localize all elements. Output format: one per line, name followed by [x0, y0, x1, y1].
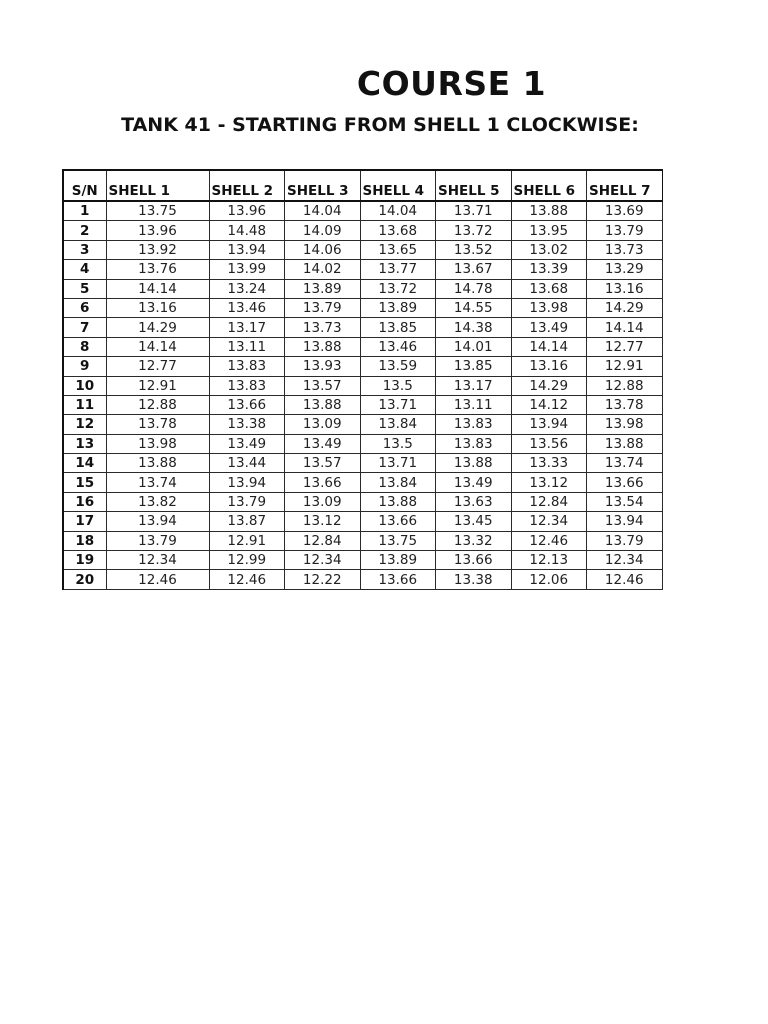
- table-row: [63, 376, 662, 395]
- shell-7-reading: 13.78: [587, 395, 663, 414]
- row-serial-number: 11: [63, 395, 106, 414]
- shell-2-reading: 13.79: [209, 492, 285, 511]
- column-header-shell-5: SHELL 5: [436, 170, 512, 201]
- shell-3-reading: 13.89: [285, 279, 361, 298]
- table-row: [63, 260, 662, 279]
- shell-7-reading: 13.29: [587, 260, 663, 279]
- shell-7-reading: 13.16: [587, 279, 663, 298]
- column-header-sn: S/N: [63, 170, 106, 201]
- shell-7-reading: 13.94: [587, 512, 663, 531]
- page-title: COURSE 1: [356, 64, 547, 103]
- shell-4-reading: 13.77: [360, 260, 436, 279]
- shell-5-reading: 14.01: [436, 337, 512, 356]
- shell-1-reading: 13.79: [106, 531, 209, 550]
- shell-5-reading: 13.63: [436, 492, 512, 511]
- row-serial-number: 10: [63, 376, 106, 395]
- table-row: [63, 415, 662, 434]
- shell-1-reading: 13.88: [106, 454, 209, 473]
- shell-4-reading: 13.88: [360, 492, 436, 511]
- shell-1-reading: 13.96: [106, 221, 209, 240]
- row-serial-number: 3: [63, 240, 106, 259]
- shell-2-reading: 14.48: [209, 221, 285, 240]
- shell-3-reading: 13.79: [285, 298, 361, 317]
- shell-6-reading: 13.68: [511, 279, 587, 298]
- table-row: [63, 298, 662, 317]
- shell-2-reading: 13.38: [209, 415, 285, 434]
- shell-6-reading: 13.49: [511, 318, 587, 337]
- page-subtitle: TANK 41 - STARTING FROM SHELL 1 CLOCKWISE:: [121, 114, 639, 136]
- shell-7-reading: 13.69: [587, 201, 663, 221]
- shell-5-reading: 13.66: [436, 551, 512, 570]
- shell-5-reading: 14.78: [436, 279, 512, 298]
- table-row: [63, 357, 662, 376]
- shell-7-reading: 13.74: [587, 454, 663, 473]
- shell-5-reading: 13.32: [436, 531, 512, 550]
- shell-1-reading: 12.88: [106, 395, 209, 414]
- column-header-shell-3: SHELL 3: [285, 170, 361, 201]
- shell-2-reading: 13.66: [209, 395, 285, 414]
- row-serial-number: 20: [63, 570, 106, 589]
- shell-4-reading: 13.84: [360, 415, 436, 434]
- row-serial-number: 2: [63, 221, 106, 240]
- shell-7-reading: 12.88: [587, 376, 663, 395]
- shell-2-reading: 13.96: [209, 201, 285, 221]
- shell-7-reading: 14.29: [587, 298, 663, 317]
- row-serial-number: 9: [63, 357, 106, 376]
- shell-1-reading: 12.34: [106, 551, 209, 570]
- row-serial-number: 16: [63, 492, 106, 511]
- shell-1-reading: 12.91: [106, 376, 209, 395]
- row-serial-number: 13: [63, 434, 106, 453]
- table-header-row: [63, 170, 662, 201]
- shell-7-reading: 13.54: [587, 492, 663, 511]
- shell-6-reading: 12.46: [511, 531, 587, 550]
- shell-4-reading: 13.46: [360, 337, 436, 356]
- shell-7-reading: 13.66: [587, 473, 663, 492]
- shell-1-reading: 12.46: [106, 570, 209, 589]
- row-serial-number: 4: [63, 260, 106, 279]
- row-serial-number: 15: [63, 473, 106, 492]
- shell-6-reading: 13.02: [511, 240, 587, 259]
- shell-6-reading: 14.29: [511, 376, 587, 395]
- table-row: [63, 551, 662, 570]
- shell-1-reading: 13.78: [106, 415, 209, 434]
- shell-4-reading: 13.71: [360, 454, 436, 473]
- shell-3-reading: 14.06: [285, 240, 361, 259]
- shell-1-reading: 13.82: [106, 492, 209, 511]
- shell-2-reading: 13.49: [209, 434, 285, 453]
- row-serial-number: 6: [63, 298, 106, 317]
- column-header-shell-2: SHELL 2: [209, 170, 285, 201]
- shell-3-reading: 12.22: [285, 570, 361, 589]
- row-serial-number: 12: [63, 415, 106, 434]
- shell-4-reading: 13.59: [360, 357, 436, 376]
- shell-4-reading: 13.68: [360, 221, 436, 240]
- shell-3-reading: 13.09: [285, 492, 361, 511]
- shell-5-reading: 13.71: [436, 201, 512, 221]
- shell-2-reading: 13.17: [209, 318, 285, 337]
- table-row: [63, 531, 662, 550]
- table-row: [63, 279, 662, 298]
- shell-5-reading: 13.11: [436, 395, 512, 414]
- shell-6-reading: 13.39: [511, 260, 587, 279]
- shell-4-reading: 13.5: [360, 434, 436, 453]
- shell-6-reading: 12.13: [511, 551, 587, 570]
- row-serial-number: 5: [63, 279, 106, 298]
- shell-5-reading: 13.85: [436, 357, 512, 376]
- shell-1-reading: 14.29: [106, 318, 209, 337]
- column-header-shell-7: SHELL 7: [587, 170, 663, 201]
- shell-6-reading: 13.33: [511, 454, 587, 473]
- shell-1-reading: 13.74: [106, 473, 209, 492]
- shell-7-reading: 13.73: [587, 240, 663, 259]
- shell-2-reading: 13.87: [209, 512, 285, 531]
- shell-6-reading: 13.88: [511, 201, 587, 221]
- shell-4-reading: 13.5: [360, 376, 436, 395]
- shell-4-reading: 13.89: [360, 551, 436, 570]
- shell-5-reading: 14.38: [436, 318, 512, 337]
- table-row: [63, 318, 662, 337]
- shell-5-reading: 13.38: [436, 570, 512, 589]
- shell-6-reading: 14.12: [511, 395, 587, 414]
- shell-4-reading: 13.85: [360, 318, 436, 337]
- table-row: [63, 395, 662, 414]
- shell-3-reading: 14.09: [285, 221, 361, 240]
- shell-3-reading: 13.93: [285, 357, 361, 376]
- shell-1-reading: 14.14: [106, 337, 209, 356]
- shell-1-reading: 13.94: [106, 512, 209, 531]
- table-row: [63, 473, 662, 492]
- table-row: [63, 240, 662, 259]
- shell-6-reading: 13.56: [511, 434, 587, 453]
- shell-1-reading: 12.77: [106, 357, 209, 376]
- shell-3-reading: 14.02: [285, 260, 361, 279]
- shell-3-reading: 13.57: [285, 376, 361, 395]
- shell-6-reading: 12.34: [511, 512, 587, 531]
- shell-4-reading: 14.04: [360, 201, 436, 221]
- shell-6-reading: 13.94: [511, 415, 587, 434]
- shell-3-reading: 12.34: [285, 551, 361, 570]
- shell-4-reading: 13.71: [360, 395, 436, 414]
- shell-7-reading: 12.77: [587, 337, 663, 356]
- shell-3-reading: 14.04: [285, 201, 361, 221]
- shell-2-reading: 13.24: [209, 279, 285, 298]
- row-serial-number: 8: [63, 337, 106, 356]
- shell-4-reading: 13.66: [360, 570, 436, 589]
- shell-2-reading: 13.46: [209, 298, 285, 317]
- table-row: [63, 434, 662, 453]
- table-row: [63, 454, 662, 473]
- shell-3-reading: 13.12: [285, 512, 361, 531]
- shell-4-reading: 13.72: [360, 279, 436, 298]
- shell-2-reading: 13.94: [209, 240, 285, 259]
- shell-7-reading: 13.98: [587, 415, 663, 434]
- shell-3-reading: 13.09: [285, 415, 361, 434]
- shell-7-reading: 12.34: [587, 551, 663, 570]
- shell-6-reading: 12.06: [511, 570, 587, 589]
- shell-1-reading: 13.92: [106, 240, 209, 259]
- shell-6-reading: 13.95: [511, 221, 587, 240]
- column-header-shell-4: SHELL 4: [360, 170, 436, 201]
- shell-4-reading: 13.89: [360, 298, 436, 317]
- table-body: [63, 201, 662, 589]
- shell-7-reading: 13.88: [587, 434, 663, 453]
- shell-5-reading: 14.55: [436, 298, 512, 317]
- shell-1-reading: 13.75: [106, 201, 209, 221]
- shell-7-reading: 12.46: [587, 570, 663, 589]
- shell-5-reading: 13.17: [436, 376, 512, 395]
- shell-5-reading: 13.72: [436, 221, 512, 240]
- shell-4-reading: 13.75: [360, 531, 436, 550]
- shell-2-reading: 13.83: [209, 357, 285, 376]
- shell-4-reading: 13.65: [360, 240, 436, 259]
- shell-4-reading: 13.66: [360, 512, 436, 531]
- column-header-shell-6: SHELL 6: [511, 170, 587, 201]
- shell-6-reading: 13.98: [511, 298, 587, 317]
- row-serial-number: 7: [63, 318, 106, 337]
- shell-7-reading: 13.79: [587, 221, 663, 240]
- shell-2-reading: 13.11: [209, 337, 285, 356]
- shell-5-reading: 13.83: [436, 434, 512, 453]
- shell-3-reading: 13.73: [285, 318, 361, 337]
- column-header-shell-1: SHELL 1: [106, 170, 209, 201]
- shell-1-reading: 14.14: [106, 279, 209, 298]
- row-serial-number: 17: [63, 512, 106, 531]
- shell-3-reading: 13.49: [285, 434, 361, 453]
- shell-1-reading: 13.76: [106, 260, 209, 279]
- shell-5-reading: 13.52: [436, 240, 512, 259]
- table-row: [63, 570, 662, 589]
- shell-1-reading: 13.98: [106, 434, 209, 453]
- shell-5-reading: 13.49: [436, 473, 512, 492]
- shell-2-reading: 12.99: [209, 551, 285, 570]
- row-serial-number: 1: [63, 201, 106, 221]
- table-row: [63, 201, 662, 221]
- thickness-table: [62, 169, 663, 590]
- shell-5-reading: 13.88: [436, 454, 512, 473]
- row-serial-number: 14: [63, 454, 106, 473]
- shell-5-reading: 13.45: [436, 512, 512, 531]
- shell-2-reading: 13.44: [209, 454, 285, 473]
- shell-2-reading: 13.99: [209, 260, 285, 279]
- shell-6-reading: 12.84: [511, 492, 587, 511]
- table-row: [63, 221, 662, 240]
- shell-3-reading: 13.88: [285, 395, 361, 414]
- shell-1-reading: 13.16: [106, 298, 209, 317]
- shell-2-reading: 12.91: [209, 531, 285, 550]
- row-serial-number: 19: [63, 551, 106, 570]
- shell-3-reading: 13.57: [285, 454, 361, 473]
- table-row: [63, 512, 662, 531]
- shell-6-reading: 14.14: [511, 337, 587, 356]
- table-row: [63, 492, 662, 511]
- row-serial-number: 18: [63, 531, 106, 550]
- shell-5-reading: 13.83: [436, 415, 512, 434]
- shell-7-reading: 14.14: [587, 318, 663, 337]
- shell-3-reading: 13.66: [285, 473, 361, 492]
- shell-2-reading: 13.83: [209, 376, 285, 395]
- shell-5-reading: 13.67: [436, 260, 512, 279]
- shell-2-reading: 12.46: [209, 570, 285, 589]
- shell-3-reading: 13.88: [285, 337, 361, 356]
- shell-4-reading: 13.84: [360, 473, 436, 492]
- shell-3-reading: 12.84: [285, 531, 361, 550]
- table-row: [63, 337, 662, 356]
- shell-6-reading: 13.16: [511, 357, 587, 376]
- shell-6-reading: 13.12: [511, 473, 587, 492]
- shell-2-reading: 13.94: [209, 473, 285, 492]
- shell-7-reading: 12.91: [587, 357, 663, 376]
- shell-7-reading: 13.79: [587, 531, 663, 550]
